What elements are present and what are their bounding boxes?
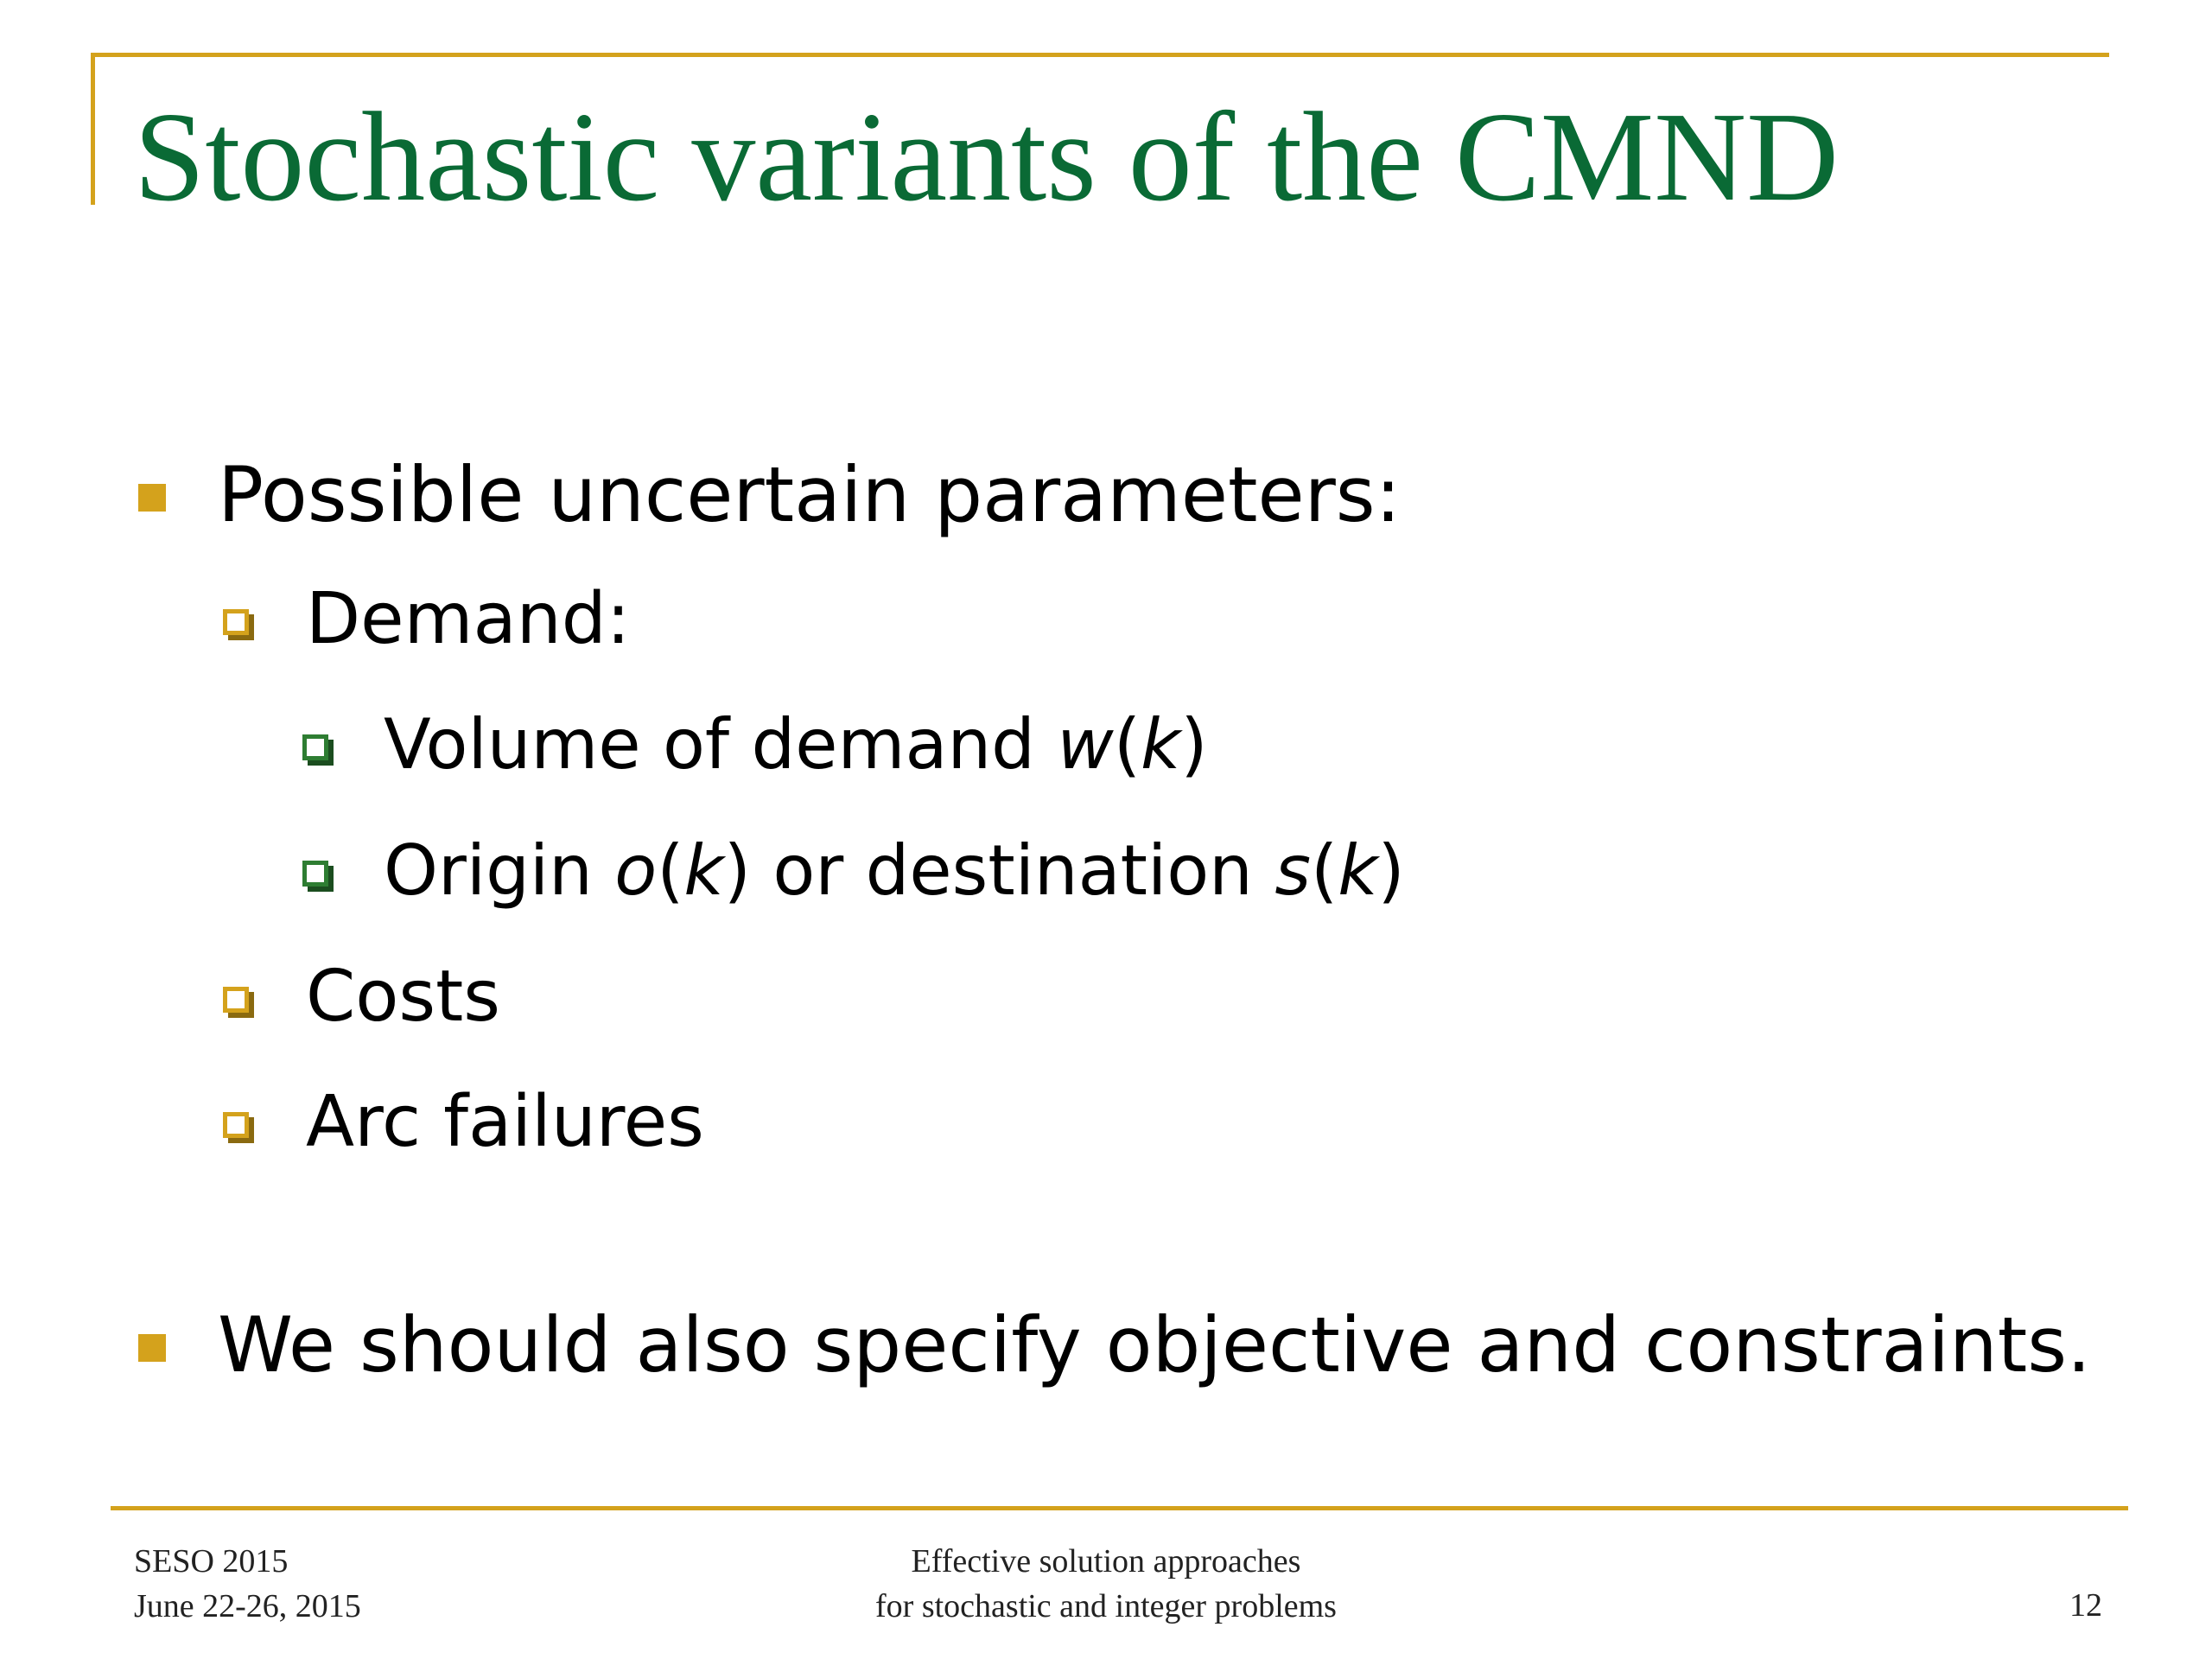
box-bullet-icon bbox=[223, 987, 249, 1013]
text-part: ( bbox=[1113, 704, 1141, 785]
subsubbullet-origin-destination bbox=[302, 828, 1405, 914]
subbullet-text: Costs bbox=[306, 956, 501, 1038]
text-part: ( bbox=[657, 830, 684, 911]
math-variable-w: w bbox=[1057, 704, 1114, 785]
subsubbullet-text bbox=[384, 828, 1405, 914]
subbullet-demand bbox=[223, 575, 630, 664]
subbullet-arc-failures bbox=[223, 1077, 704, 1167]
text-part: ) or destination bbox=[723, 830, 1275, 911]
footer-event-date: June 22-26, 2015 bbox=[134, 1588, 361, 1624]
page-number: 12 bbox=[2069, 1587, 2102, 1624]
footer-talk-title-line2: for stochastic and integer problems bbox=[875, 1588, 1337, 1624]
text-part: ) bbox=[1180, 704, 1208, 785]
box-bullet-icon bbox=[302, 861, 328, 887]
subbullet-text: Arc failures bbox=[306, 1081, 704, 1163]
subbullet-text: Demand: bbox=[306, 578, 631, 660]
bullet-possible-uncertain-parameters bbox=[138, 448, 1401, 543]
subsubbullet-volume-of-demand bbox=[302, 702, 1208, 788]
square-bullet-icon bbox=[138, 1334, 166, 1362]
bullet-text: We should also specify objective and constraints. bbox=[218, 1300, 2092, 1389]
bullet-text: Possible uncertain parameters: bbox=[218, 450, 1402, 539]
footer-event-name: SESO 2015 bbox=[134, 1543, 289, 1580]
subbullet-costs bbox=[223, 952, 500, 1042]
math-variable-k: k bbox=[683, 830, 724, 911]
text-part: Origin bbox=[384, 830, 615, 911]
math-variable-k: k bbox=[1338, 830, 1378, 911]
box-bullet-icon bbox=[223, 1112, 249, 1138]
text-part: ) bbox=[1377, 830, 1405, 911]
text-part: ( bbox=[1311, 830, 1338, 911]
box-bullet-icon bbox=[223, 609, 249, 635]
text-part: Volume of demand bbox=[384, 704, 1058, 785]
bottom-rule bbox=[111, 1506, 2128, 1510]
footer-talk-title-line1: Effective solution approaches bbox=[911, 1543, 1301, 1580]
bullet-objective-constraints bbox=[138, 1298, 2091, 1393]
square-bullet-icon bbox=[138, 484, 166, 512]
footer-talk-title bbox=[0, 1539, 2212, 1629]
slide-title: Stochastic variants of the CMND bbox=[134, 86, 1839, 228]
subsubbullet-text bbox=[384, 702, 1208, 788]
math-variable-k: k bbox=[1141, 704, 1181, 785]
box-bullet-icon bbox=[302, 734, 328, 760]
math-variable-o: o bbox=[614, 830, 658, 911]
math-variable-s: s bbox=[1274, 830, 1311, 911]
